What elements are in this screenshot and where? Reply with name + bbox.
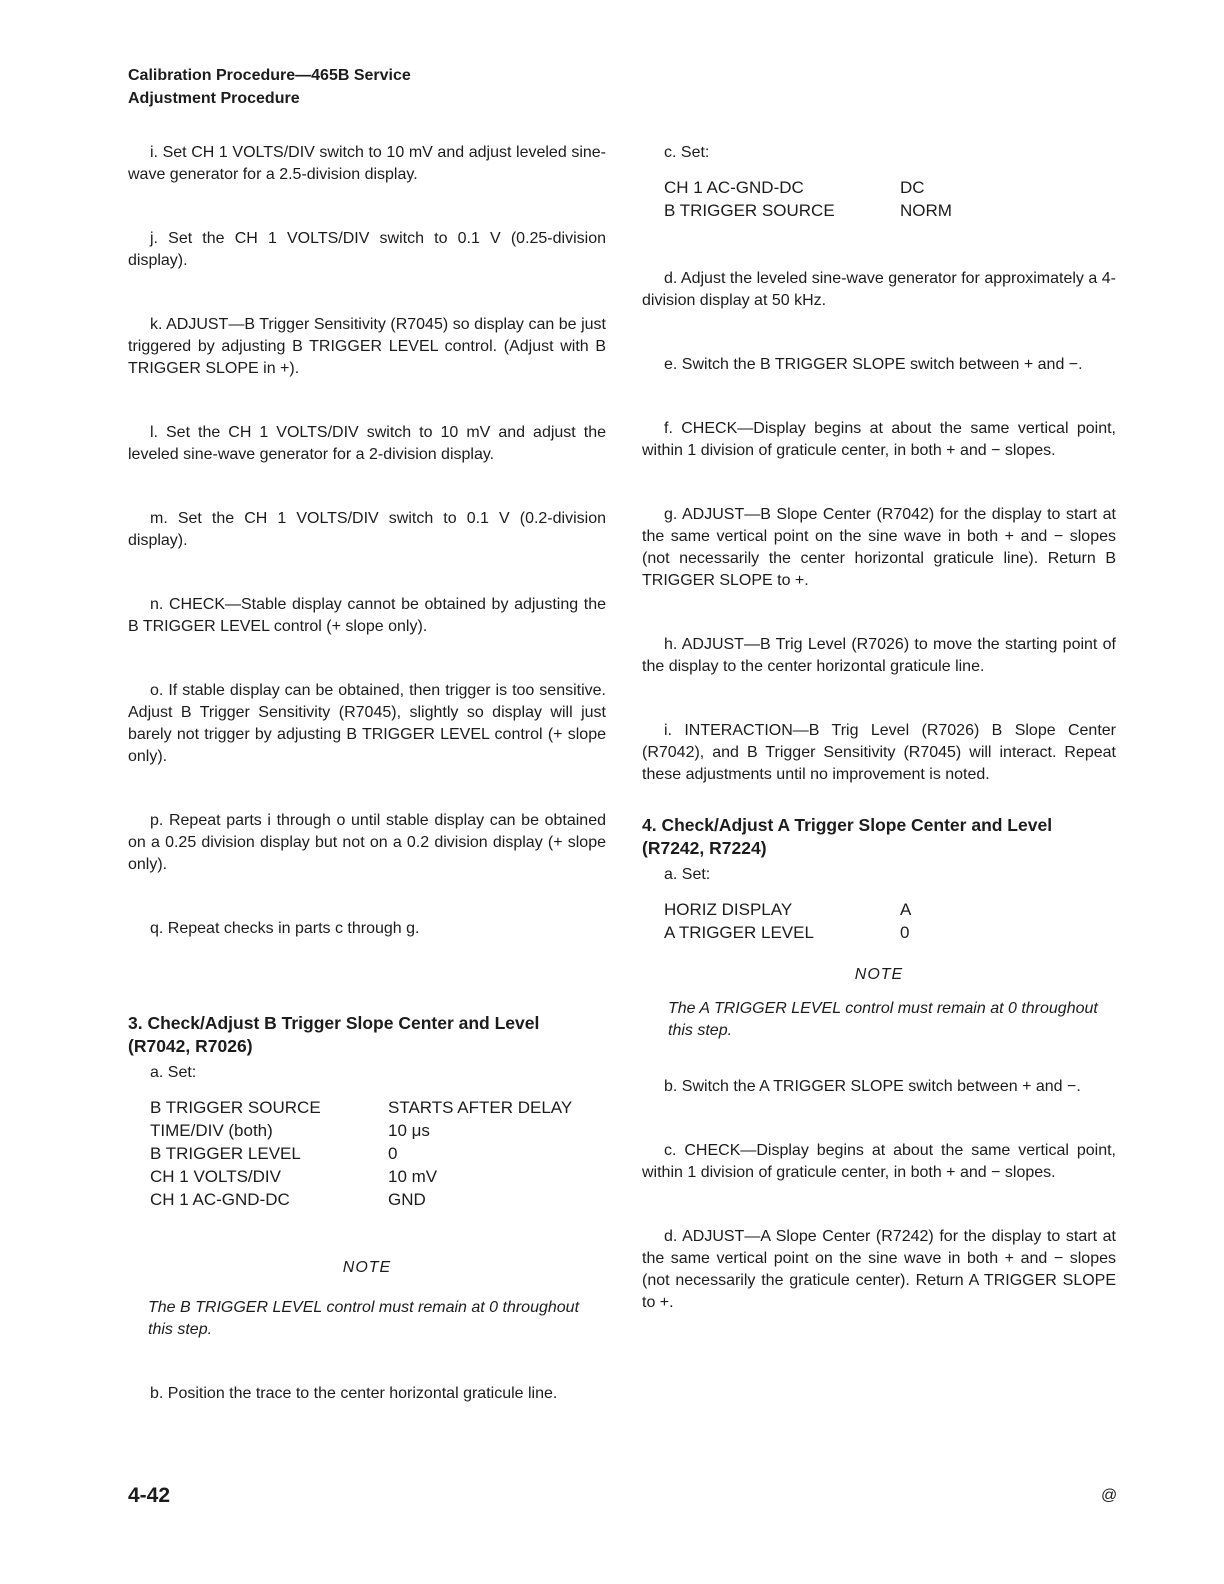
page-number: 4-42 [128,1484,171,1507]
section-4-settings [664,898,1116,944]
setting-value: A [900,900,912,919]
setting-row [150,1165,606,1188]
section-3-step-b: b. Position the trace to the center horizontal graticule line. [150,1385,558,1402]
step-i: i. Set CH 1 VOLTS/DIV switch to 10 mV and adjust leveled sine-wave generator for a 2.5-division display. [128,144,606,183]
section-4-step-b: b. Switch the A TRIGGER SLOPE switch between + and −. [664,1078,1081,1095]
page-header [128,64,411,110]
section-3-note-title: NOTE [342,1259,392,1276]
section-4-note-title: NOTE [854,966,904,983]
section-3-heading: 3. Check/Adjust B Trigger Slope Center and Level (R7042, R7026) [128,1013,540,1056]
header-subtitle: Adjustment Procedure [128,90,300,107]
left-column [128,142,606,1405]
step-q: q. Repeat checks in parts c through g. [150,920,420,937]
setting-row [664,199,1116,222]
setting-key: B TRIGGER SOURCE [664,201,835,220]
step-f: f. CHECK—Display begins at about the same vertical point, within 1 division of graticule center, in both + and − slopes. [642,420,1116,459]
section-4-heading: 4. Check/Adjust A Trigger Slope Center and Level (R7242, R7224) [642,815,1053,858]
setting-row [150,1142,606,1165]
setting-row [150,1188,606,1211]
step-c-settings [664,176,1116,222]
setting-row [150,1096,606,1119]
step-k: k. ADJUST—B Trigger Sensitivity (R7045) so display can be just triggered by adjusting B TRIGGER LEVEL control. (Adjust with B TRIGGER SLOPE in +). [128,316,606,377]
setting-value: 0 [900,923,910,942]
setting-key: B TRIGGER LEVEL [150,1144,301,1163]
right-column [642,142,1116,1314]
step-o: o. If stable display can be obtained, then trigger is too sensitive. Adjust B Trigger Sensitivity (R7045), slightly so display will just barely not trigger by adjusting B TRIGGER LEVEL control (+ slope only). [128,682,606,765]
setting-value: GND [388,1190,426,1209]
copyright-mark: @ [1101,1487,1118,1504]
step-i-interaction: i. INTERACTION—B Trig Level (R7026) B Slope Center (R7042), and B Trigger Sensitivity (R7045) will interact. Repeat these adjustments until no improvement is noted. [642,722,1116,783]
step-e: e. Switch the B TRIGGER SLOPE switch between + and −. [664,356,1083,373]
section-4-set-label: a. Set: [664,866,711,883]
setting-row [664,921,1116,944]
setting-key: CH 1 AC-GND-DC [150,1190,290,1209]
step-g: g. ADJUST—B Slope Center (R7042) for the display to start at the same vertical point on the sine wave in both + and − slopes (not necessarily the center horizontal graticule line). Return B TRIGGER SLOPE to +. [642,506,1116,589]
section-3-settings [150,1096,606,1211]
setting-value: 0 [388,1144,398,1163]
section-3-note-body: The B TRIGGER LEVEL control must remain at 0 throughout this step. [148,1299,580,1338]
section-3-set-label: a. Set: [150,1064,197,1081]
setting-value: NORM [900,201,952,220]
step-h: h. ADJUST—B Trig Level (R7026) to move the starting point of the display to the center horizontal graticule line. [642,636,1116,675]
section-4-note-body: The A TRIGGER LEVEL control must remain at 0 throughout this step. [668,1000,1098,1039]
step-l: l. Set the CH 1 VOLTS/DIV switch to 10 mV and adjust the leveled sine-wave generator for a 2-division display. [128,424,606,463]
step-p: p. Repeat parts i through o until stable display can be obtained on a 0.25 division display but not on a 0.2 division display (+ slope only). [128,812,606,873]
step-j: j. Set the CH 1 VOLTS/DIV switch to 0.1 V (0.25-division display). [128,230,606,269]
setting-key: HORIZ DISPLAY [664,900,793,919]
section-4-step-c: c. CHECK—Display begins at about the same vertical point, within 1 division of graticule center, in both + and − slopes. [642,1142,1116,1181]
setting-key: CH 1 VOLTS/DIV [150,1167,281,1186]
setting-key: TIME/DIV (both) [150,1121,273,1140]
setting-key: A TRIGGER LEVEL [664,923,814,942]
setting-value: DC [900,178,925,197]
setting-key: B TRIGGER SOURCE [150,1098,321,1117]
setting-key: CH 1 AC-GND-DC [664,178,804,197]
header-title: Calibration Procedure—465B Service [128,67,411,84]
step-c-label: c. Set: [664,144,710,161]
step-n: n. CHECK—Stable display cannot be obtained by adjusting the B TRIGGER LEVEL control (+ slope only). [128,596,606,635]
step-m: m. Set the CH 1 VOLTS/DIV switch to 0.1 V (0.2-division display). [128,510,606,549]
setting-value: STARTS AFTER DELAY [388,1098,573,1117]
step-d: d. Adjust the leveled sine-wave generator for approximately a 4-division display at 50 kHz. [642,270,1116,309]
setting-row [664,898,1116,921]
setting-value: 10 μs [388,1121,430,1140]
section-4-step-d: d. ADJUST—A Slope Center (R7242) for the display to start at the same vertical point on the sine wave in both + and − slopes (not necessarily the graticule center). Return A TRIGGER SLOPE to +. [642,1228,1116,1311]
setting-value: 10 mV [388,1167,438,1186]
setting-row [150,1119,606,1142]
setting-row [664,176,1116,199]
